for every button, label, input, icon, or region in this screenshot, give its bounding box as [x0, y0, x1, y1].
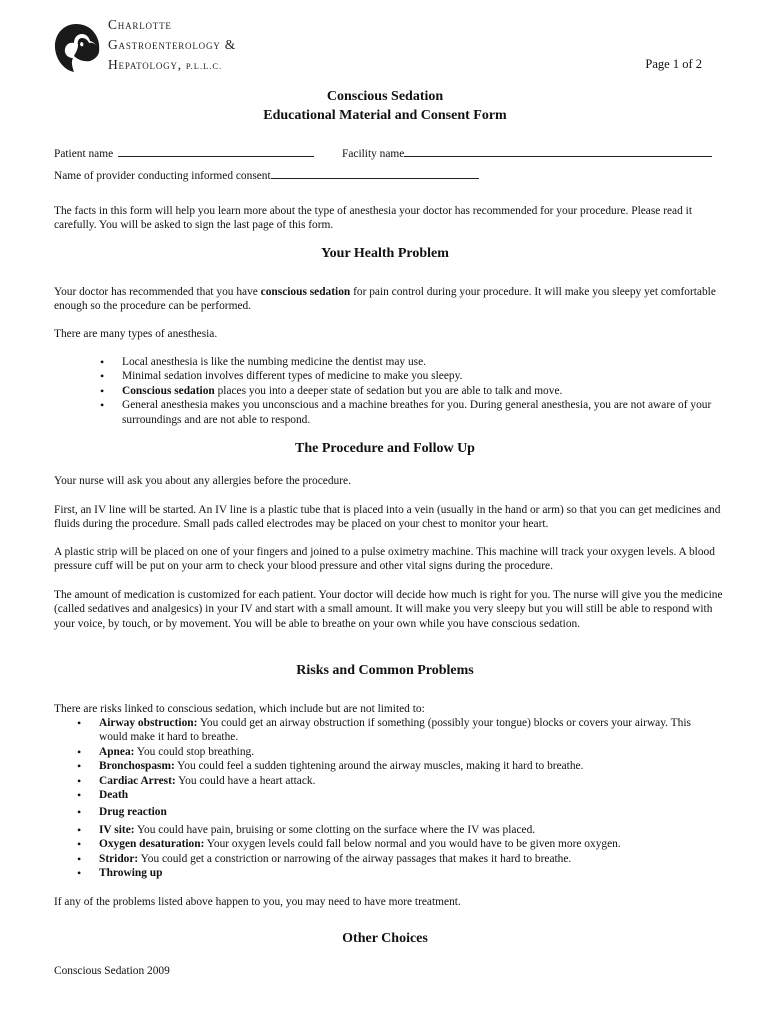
bullet-icon: •	[77, 805, 82, 820]
list-item: • Cardiac Arrest: You could have a heart attack.	[77, 773, 316, 788]
org-suffix: P.L.L.C.	[185, 61, 223, 71]
patient-name-field	[54, 146, 314, 161]
provider-field	[54, 168, 479, 183]
practice-logo	[52, 22, 102, 74]
patient-name-blank[interactable]	[118, 146, 314, 157]
list-item: • Throwing up	[77, 866, 163, 881]
health-paragraph-2: There are many types of anesthesia.	[54, 328, 218, 340]
list-item: • Minimal sedation involves different types of medicine to make you sleepy.	[100, 369, 463, 384]
bullet-icon: •	[77, 744, 82, 759]
section-heading-procedure: The Procedure and Follow Up	[295, 441, 475, 456]
title-line-2: Educational Material and Consent Form	[263, 108, 507, 123]
facility-name-label: Facility name	[342, 148, 405, 160]
list-item: • Bronchospasm: You could feel a sudden tightening around the airway muscles, making it hard to breathe.	[77, 759, 584, 774]
section-heading-other-choices: Other Choices	[342, 931, 428, 946]
list-item: • Stridor: You could get a constriction or narrowing of the airway passages that makes it hard to breathe.	[77, 851, 572, 866]
risks-intro: There are risks linked to conscious sedation, which include but are not limited to:	[54, 703, 425, 715]
bullet-icon: •	[77, 759, 82, 774]
profile-logo-icon	[52, 22, 102, 74]
anesthesia-types-list	[100, 355, 728, 427]
procedure-paragraph-1: Your nurse will ask you about any allergies before the procedure.	[54, 475, 351, 487]
list-item: • Drug reaction	[77, 805, 167, 820]
bullet-icon: •	[77, 773, 82, 788]
bullet-icon: •	[77, 788, 82, 803]
letterhead	[108, 15, 236, 76]
procedure-paragraph-2: First, an IV line will be started. An IV line is a plastic tube that is placed into a vein (usually in the hand or arm) so that you can get medicines and fluids during the procedure. Small pads called electrodes may be placed on your chest to monitor your heart.	[54, 504, 721, 531]
list-item: • Oxygen desaturation: Your oxygen levels could fall below normal and you would have to be given more oxygen.	[77, 837, 621, 852]
health-p1-text-after: for pain control during your procedure. It will make you sleepy yet comfortable enough so the procedure can be performed.	[54, 286, 716, 313]
bullet-icon: •	[77, 837, 82, 852]
list-item: • Airway obstruction: You could get an airway obstruction if something (possibly your tongue) blocks or covers your airway. This would make it hard to breathe.	[77, 716, 691, 744]
bullet-icon: •	[100, 369, 105, 384]
procedure-paragraph-4: The amount of medication is customized for each patient. Your doctor will decide how much is right for you. The nurse will give you the medicine (called sedatives and analgesics) in your IV and start with a small amount. It will make you very sleepy but you will still be able to respond with your voice, by touch, or by movement. You will be able to breathe on your own while you have conscious sedation.	[54, 589, 723, 630]
health-paragraph-1	[54, 285, 730, 314]
bullet-icon: •	[100, 383, 105, 398]
title-line-1: Conscious Sedation	[326, 89, 444, 104]
list-item: • Local anesthesia is like the numbing medicine the dentist may use.	[100, 355, 426, 369]
provider-blank[interactable]	[271, 168, 479, 179]
provider-label: Name of provider conducting informed consent	[54, 170, 271, 182]
bullet-icon: •	[77, 851, 82, 866]
list-item: • Conscious sedation places you into a deeper state of sedation but you are able to talk and move.	[100, 383, 563, 398]
facility-name-blank[interactable]	[404, 146, 712, 157]
section-heading-risks: Risks and Common Problems	[296, 663, 474, 678]
list-item: • General anesthesia makes you unconscious and a machine breathes for you. During general anesthesia, you are not aware of your surroundings and are not able to respond.	[100, 398, 712, 426]
bullet-icon: •	[77, 822, 82, 837]
health-p1-text: Your doctor has recommended that you have	[54, 286, 261, 298]
org-line-1: Charlotte	[108, 17, 172, 32]
intro-paragraph: The facts in this form will help you learn more about the type of anesthesia your doctor has recommended for your procedure. Please read it carefully. You will be asked to sign the last page of this form.	[54, 205, 692, 232]
bullet-icon: •	[77, 866, 82, 881]
section-heading-health: Your Health Problem	[321, 246, 449, 261]
org-line-2: Gastroenterology &	[108, 37, 237, 52]
bullet-icon: •	[100, 398, 105, 413]
list-item: • Apnea: You could stop breathing.	[77, 744, 255, 759]
facility-name-field	[342, 146, 712, 161]
list-item: • IV site: You could have pain, bruising or some clotting on the surface where the IV was placed.	[77, 822, 536, 837]
page-footer: Conscious Sedation 2009	[54, 965, 170, 977]
health-p1-bold: conscious sedation	[260, 286, 351, 298]
patient-name-label: Patient name	[54, 148, 114, 160]
bullet-icon: •	[77, 716, 82, 730]
list-item: • Death	[77, 788, 129, 803]
page-number: Page 1 of 2	[645, 57, 702, 71]
risks-outro: If any of the problems listed above happen to you, you may need to have more treatment.	[54, 896, 461, 908]
bullet-icon: •	[100, 355, 105, 369]
procedure-paragraph-3: A plastic strip will be placed on one of your fingers and joined to a pulse oximetry machine. This machine will track your oxygen levels. A blood pressure cuff will be put on your arm to check your blood pressure and other vital signs during the procedure.	[54, 546, 715, 573]
document-title	[0, 87, 770, 125]
org-line-3: Hepatology,	[108, 57, 182, 72]
risks-list	[77, 716, 719, 881]
